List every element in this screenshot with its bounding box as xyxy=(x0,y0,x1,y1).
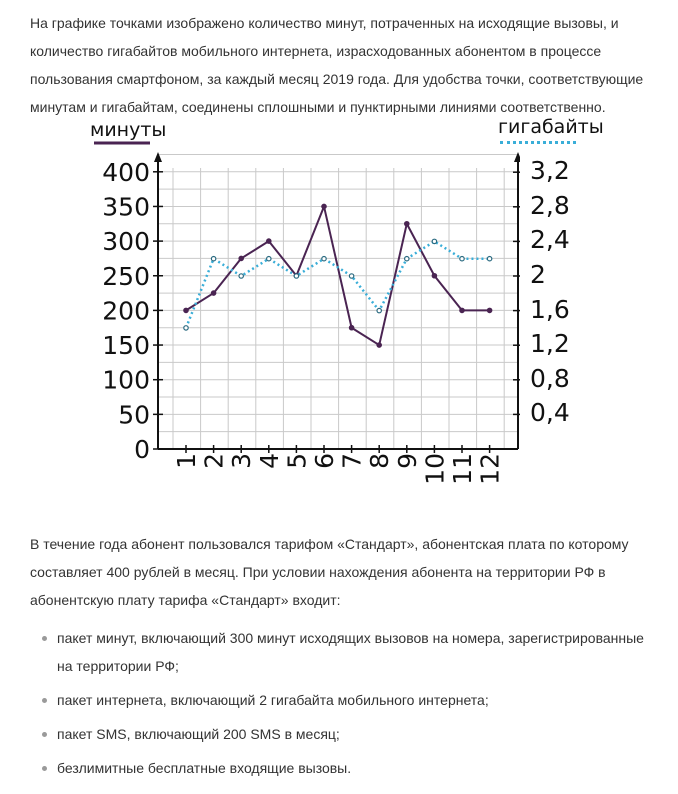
gigabytes-point xyxy=(294,274,298,278)
minutes-point xyxy=(184,308,188,312)
x-tick-label: 5 xyxy=(282,453,312,469)
intro-paragraph: На графике точками изображено количество минут, потраченных на исходящие вызовы, и количество гигабайтов мобильного интернета, израсходованных абонентом в процессе пользования смартфоном, за каждый месяц 2019 года. Для удобства точки, соответствующие минутам и гигабайтам, соединены сплошными и пунктирными линиями соответственно. xyxy=(30,15,644,115)
chart-grid xyxy=(158,154,518,449)
right-tick-label: 1,6 xyxy=(530,294,570,324)
tariff-item: пакет минут, включающий 300 минут исходящих вызовов на номера, зарегистрированные на территории РФ; xyxy=(30,624,660,680)
chart-axes xyxy=(154,152,520,449)
gigabytes-point xyxy=(184,326,188,330)
minutes-point xyxy=(377,343,381,347)
right-tick-label: 1,2 xyxy=(530,329,570,359)
x-axis-ticks xyxy=(172,445,505,485)
left-tick-label: 0 xyxy=(134,435,150,464)
left-tick-label: 100 xyxy=(102,365,150,395)
x-tick-label: 1 xyxy=(172,453,201,469)
left-tick-label: 300 xyxy=(102,227,150,257)
right-axis-arrow xyxy=(514,152,520,162)
tariff-item: безлимитные бесплатные входящие вызовы. xyxy=(30,754,660,782)
tariff-item: пакет интернета, включающий 2 гигабайта мобильного интернета; xyxy=(30,686,660,714)
x-tick-label: 6 xyxy=(310,453,339,469)
right-tick-label: 2 xyxy=(530,260,546,289)
left-tick-label: 350 xyxy=(102,192,150,222)
x-tick-label: 4 xyxy=(254,453,284,469)
gigabytes-point xyxy=(487,257,491,261)
gigabytes-point xyxy=(267,257,271,261)
right-tick-label: 2,4 xyxy=(530,225,570,255)
x-tick-label: 3 xyxy=(227,453,257,469)
left-tick-label: 400 xyxy=(102,157,150,187)
right-axis-legend-swatch xyxy=(500,141,576,144)
left-tick-label: 150 xyxy=(102,331,150,361)
x-tick-label: 7 xyxy=(337,453,367,469)
minutes-point xyxy=(405,222,409,226)
right-tick-label: 3,2 xyxy=(530,156,570,186)
right-axis-title-label: гигабайты xyxy=(498,116,604,138)
minutes-point xyxy=(322,204,326,208)
minutes-point xyxy=(239,256,243,260)
left-tick-label: 250 xyxy=(102,261,150,291)
gigabytes-point xyxy=(211,257,215,261)
left-tick-label: 200 xyxy=(102,296,150,326)
gigabytes-point xyxy=(377,308,381,312)
left-axis-arrow xyxy=(154,152,162,162)
right-tick-label: 0,8 xyxy=(530,363,570,393)
gigabytes-point xyxy=(349,274,353,278)
minutes-gigabytes-chart xyxy=(80,118,520,498)
left-axis-title: минуты xyxy=(90,119,167,141)
minutes-point xyxy=(432,274,436,278)
right-tick-label: 2,8 xyxy=(530,190,570,220)
x-tick-label: 10 xyxy=(420,453,450,485)
gigabytes-point xyxy=(460,257,464,261)
minutes-point xyxy=(267,239,271,243)
tariff-item: пакет SMS, включающий 200 SMS в месяц; xyxy=(30,720,660,748)
gigabytes-point xyxy=(432,239,436,243)
x-tick-label: 11 xyxy=(448,453,477,485)
right-tick-label: 0,4 xyxy=(530,398,570,428)
gigabytes-point xyxy=(239,274,243,278)
x-tick-label: 8 xyxy=(365,453,395,469)
minutes-point xyxy=(487,308,491,312)
minutes-point xyxy=(211,291,215,295)
series-line-gigabytes xyxy=(186,241,490,328)
gigabytes-point xyxy=(322,257,326,261)
x-tick-label: 2 xyxy=(199,453,229,469)
tariff-items-list xyxy=(30,624,660,788)
x-tick-label: 9 xyxy=(392,453,422,469)
minutes-point xyxy=(349,326,353,330)
x-tick-label: 12 xyxy=(475,453,505,485)
left-axis-ticks xyxy=(102,158,163,464)
gigabytes-point xyxy=(405,257,409,261)
minutes-point xyxy=(460,308,464,312)
tariff-paragraph: В течение года абонент пользовался тарифом «Стандарт», абонентская плата по которому составляет 400 рублей в месяц. При условии нахождения абонента на территории РФ в абонентскую плату тарифа «Стандарт» входит: xyxy=(30,536,629,608)
left-tick-label: 50 xyxy=(118,400,150,430)
